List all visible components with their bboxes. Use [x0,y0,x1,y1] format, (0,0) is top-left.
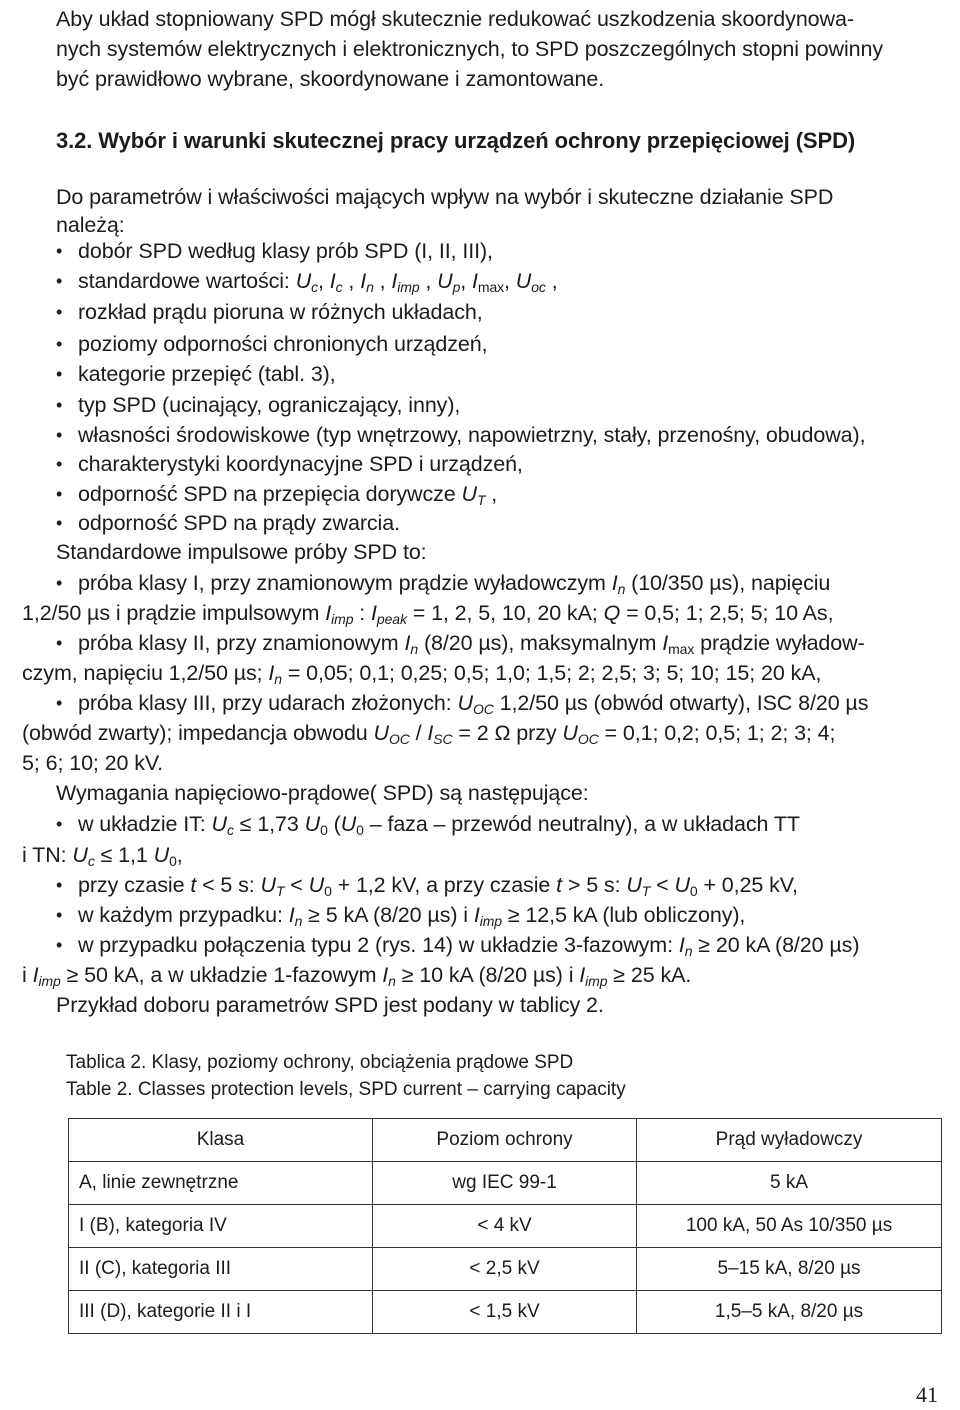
table-row [69,1248,942,1291]
list-item: • własności środowiskowe (typ wnętrzowy, napowietrzny, stały, przenośny, obudowa), [78,420,865,450]
table-cell: < 1,5 kV [372,1291,636,1334]
paragraph-heading: Standardowe impulsowe próby SPD to: [56,540,427,564]
spd-classes-table [68,1118,942,1334]
list-item: • próba klasy III, przy udarach złożonych: $U_{OC}$ 1,2/50 µs (obwód otwarty), ISC 8/20 µs [78,688,868,718]
table-header-cell: Poziom ochrony [372,1119,636,1162]
paragraph-line: czym, napięciu 1,2/50 µs; $I_n = 0,05$; 0,1; 0,25; 0,5; 1,0; 1,5; 2; 2,5; 3; 5; 10; 15; 20 kA, [22,661,822,687]
table-cell: 5–15 kA, 8/20 µs [637,1248,942,1291]
list-item: • typ SPD (ucinający, ograniczający, inny), [78,390,460,420]
table-header-cell: Klasa [69,1119,373,1162]
table-cell: 1,5–5 kA, 8/20 µs [637,1291,942,1334]
list-item: • odporność SPD na prądy zwarcia. [78,508,400,538]
section-heading: 3.2. Wybór i warunki skutecznej pracy urządzeń ochrony przepięciowej (SPD) [56,128,856,153]
list-item: • rozkład prądu pioruna w różnych układach, [78,297,483,327]
table-cell: III (D), kategorie II i I [69,1291,373,1334]
list-item: • kategorie przepięć (tabl. 3), [78,359,336,389]
table-caption-en: Table 2. Classes protection levels, SPD current – carrying capacity [66,1079,626,1100]
list-item: • poziomy odporności chronionych urządzeń, [78,329,488,359]
table-cell: wg IEC 99-1 [372,1162,636,1205]
table-row [69,1205,942,1248]
table-caption-pl: Tablica 2. Klasy, poziomy ochrony, obciążenia prądowe SPD [66,1052,574,1073]
intro-line: być prawidłowo wybrane, skoordynowane i zamontowane. [56,67,605,91]
table-header-cell: Prąd wyładowczy [637,1119,942,1162]
paragraph-line: Przykład doboru parametrów SPD jest podany w tablicy 2. [56,993,604,1017]
paragraph-line: Do parametrów i właściwości mających wpływ na wybór i skuteczne działanie SPD [56,185,834,209]
paragraph-line: i TN: $U_c \le 1,1$ $U_0$, [22,843,183,869]
table-cell: 5 kA [637,1162,942,1205]
list-item: • standardowe wartości: $U_c$, $I_c$ , $I_n$ , $I_{imp}$ , $U_p$, $I_{max}$, $U_{oc}$ , [78,266,558,296]
table-cell: I (B), kategoria IV [69,1205,373,1248]
list-item: • próba klasy II, przy znamionowym $I_n$ (8/20 µs), maksymalnym $I_{max}$ prądzie wyładow- [78,628,865,658]
list-item: • w układzie IT: $U_c \le 1,73$ $U_0$ ($U_0$ – faza – przewód neutralny), a w układach TT [78,809,800,839]
list-item: • odporność SPD na przepięcia dorywcze $U_T$ , [78,479,497,509]
paragraph-line: i $I_{imp} \ge 50$ kA, a w układzie 1-fazowym $I_n \ge 10$ kA (8/20 µs) i $I_{imp} \ge 25$ kA. [22,963,692,989]
table-row [69,1291,942,1334]
paragraph-line: należą: [56,213,125,237]
page-number: 41 [916,1382,938,1407]
table-row [69,1162,942,1205]
table-cell: A, linie zewnętrzne [69,1162,373,1205]
intro-line: nych systemów elektrycznych i elektronicznych, to SPD poszczególnych stopni powinny [56,37,883,61]
list-item: • przy czasie t < 5 s: $U_T < U_0 + 1,2$ kV, a przy czasie t > 5 s: $U_T < U_0 + 0,25$ kV, [78,870,798,900]
table-cell: II (C), kategoria III [69,1248,373,1291]
table-header-row [69,1119,942,1162]
paragraph-heading: Wymagania napięciowo-prądowe( SPD) są następujące: [56,781,589,805]
list-item: • próba klasy I, przy znamionowym prądzie wyładowczym $I_n$ (10/350 µs), napięciu [78,568,830,598]
list-item: • w przypadku połączenia typu 2 (rys. 14) w układzie 3-fazowym: $I_n \ge 20$ kA (8/20 µs) [78,930,859,960]
table-cell: < 2,5 kV [372,1248,636,1291]
list-item: • dobór SPD według klasy prób SPD (I, II, III), [78,236,493,266]
paragraph-line: 1,2/50 µs i prądzie impulsowym $I_{imp}$ : $I_{peak} = 1$, 2, 5, 10, 20 kA; Q = 0,5; 1; 2,5; 5; 10 As, [22,601,834,627]
table-cell: < 4 kV [372,1205,636,1248]
list-item: • w każdym przypadku: $I_n \ge 5$ kA (8/20 µs) i $I_{imp} \ge 12,5$ kA (lub obliczony), [78,900,745,930]
table-cell: 100 kA, 50 As 10/350 µs [637,1205,942,1248]
intro-line: Aby układ stopniowany SPD mógł skutecznie redukować uszkodzenia skoordynowa- [56,7,854,31]
paragraph-line: 5; 6; 10; 20 kV. [22,751,164,775]
list-item: • charakterystyki koordynacyjne SPD i urządzeń, [78,449,523,479]
paragraph-line: (obwód zwarty); impedancja obwodu $U_{OC} / I_{SC} = 2$ Ω przy $U_{OC} = 0,1$; 0,2; 0,5; 1; 2; 3; 4; [22,721,836,747]
